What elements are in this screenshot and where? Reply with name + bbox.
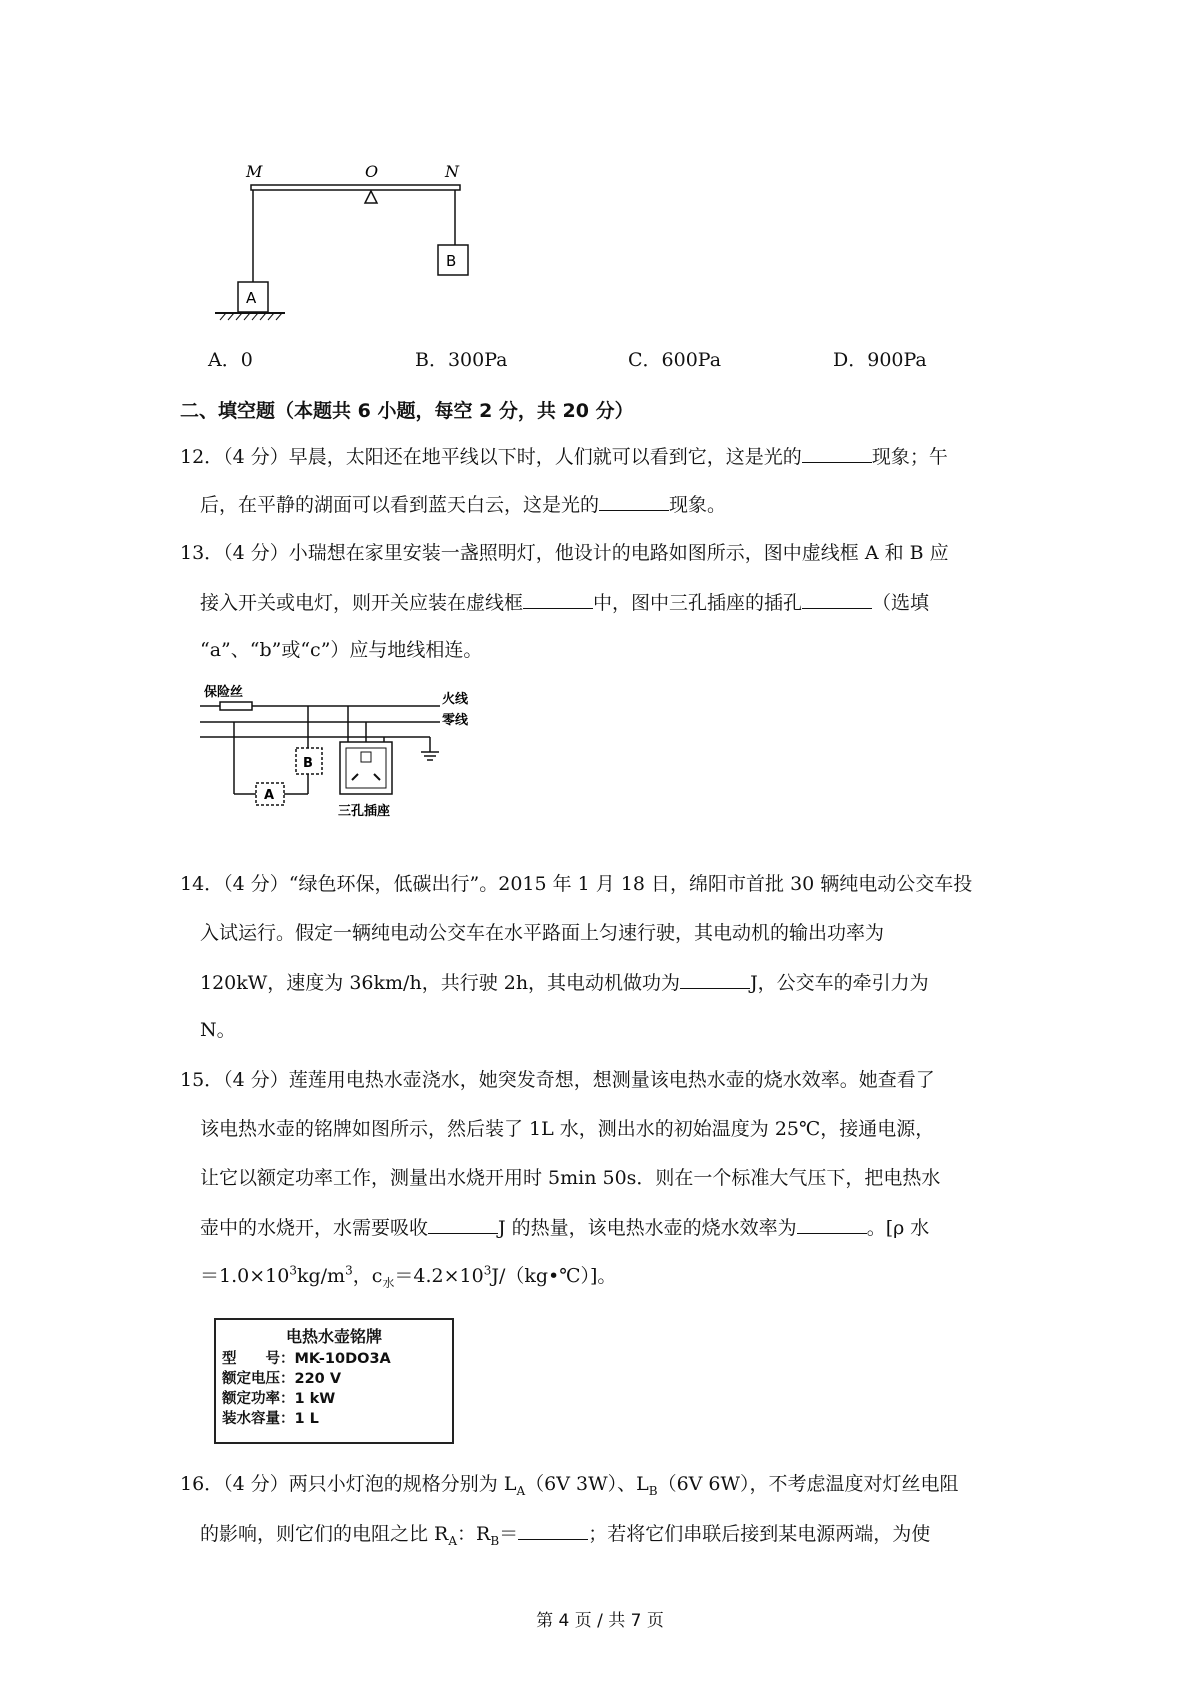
neutral-label: 零线	[442, 713, 469, 728]
q13-line2	[200, 590, 929, 615]
circuit-figure	[200, 682, 469, 842]
q15-text-d: ＝1.0×10	[200, 1265, 290, 1287]
label-o: O	[365, 162, 379, 181]
q13-text-c: （选填	[872, 592, 930, 614]
q15-text-b: J 的热量，该电热水壶的烧水效率为	[498, 1217, 797, 1239]
q12-text-a: 12．（4 分）早晨，太阳还在地平线以下时，人们就可以看到它，这是光的	[180, 446, 802, 468]
q12-line2	[200, 492, 726, 517]
label-n: N	[445, 162, 459, 181]
box-a-label: A	[264, 788, 275, 803]
q16-text-c: （6V 6W），不考虑温度对灯丝电阻	[657, 1473, 959, 1495]
q14-line2: 入试运行。假定一辆纯电动公交车在水平路面上匀速行驶，其电动机的输出功率为	[200, 922, 885, 944]
q14-line1: 14．（4 分）“绿色环保，低碳出行”。2015 年 1 月 18 日，绵阳市首批 30 辆纯电动公交车投	[180, 873, 973, 895]
q16-line1	[180, 1472, 959, 1496]
socket-label: 三孔插座	[338, 804, 391, 819]
block-b-label: B	[446, 252, 457, 270]
q15-text-f: ，c	[352, 1265, 383, 1287]
socket	[340, 742, 392, 794]
q13-text-a: 接入开关或电灯，则开关应装在虚线框	[200, 592, 524, 614]
block-a-label: A	[246, 289, 257, 307]
choice-b[interactable]: B．300Pa	[415, 349, 508, 371]
box-b-label: B	[303, 756, 313, 771]
q12-text-c: 后，在平静的湖面可以看到蓝天白云，这是光的	[200, 494, 600, 516]
subscript: B	[490, 1533, 500, 1548]
answer-blank[interactable]	[518, 1521, 588, 1540]
lever-figure	[210, 160, 470, 330]
q12-line1	[180, 444, 948, 469]
q16-text-g: ；若将它们串联后接到某电源两端，为使	[588, 1523, 931, 1545]
q13-line3: “a”、“b”或“c”）应与地线相连。	[200, 639, 483, 661]
q16-text-b: （6V 3W）、L	[525, 1473, 649, 1495]
answer-blank[interactable]	[428, 1215, 498, 1234]
subscript: A	[516, 1483, 526, 1498]
q16-text-d: 的影响，则它们的电阻之比 R	[200, 1523, 449, 1545]
nameplate-row-voltage: 额定电压：220 V	[222, 1371, 342, 1387]
q14-text-a: 120kW，速度为 36km/h，共行驶 2h，其电动机做功为	[200, 972, 681, 994]
page-footer: 第 4 页 / 共 7 页	[536, 1611, 664, 1631]
q15-line5	[200, 1264, 616, 1288]
q12-text-b: 现象；午	[871, 446, 948, 468]
q16-line2	[200, 1521, 930, 1546]
subscript: 水	[382, 1275, 395, 1290]
q15-line1: 15．（4 分）莲莲用电热水壶浇水，她突发奇想，想测量该电热水壶的烧水效率。她查看了	[180, 1069, 935, 1091]
q15-text-h: J/（kg•℃）]。	[491, 1265, 617, 1287]
lever-bar	[251, 185, 460, 190]
choice-c[interactable]: C．600Pa	[628, 349, 722, 371]
answer-blank[interactable]	[797, 1215, 867, 1234]
nameplate-row-model: 型 号：MK-10DO3A	[222, 1351, 391, 1367]
q13-text-b: 中，图中三孔插座的插孔	[593, 592, 803, 614]
nameplate-row-power: 额定功率：1 kW	[222, 1391, 336, 1407]
fulcrum	[365, 191, 377, 203]
superscript: 3	[289, 1263, 297, 1278]
q14-text-b: J，公交车的牵引力为	[750, 972, 929, 994]
fuse-label: 保险丝	[204, 685, 244, 700]
q12-text-d: 现象。	[669, 494, 727, 516]
q14-line3	[200, 970, 929, 995]
ground-hatch	[220, 313, 282, 320]
q15-line2: 该电热水壶的铭牌如图所示，然后装了 1L 水，测出水的初始温度为 25℃，接通电源，	[200, 1118, 935, 1140]
q16-text-a: 16．（4 分）两只小灯泡的规格分别为 L	[180, 1473, 517, 1495]
answer-blank[interactable]	[599, 492, 669, 511]
answer-blank[interactable]	[680, 970, 750, 989]
nameplate-title: 电热水壶铭牌	[285, 1327, 382, 1346]
q15-text-e: kg/m	[296, 1265, 346, 1287]
q15-line4	[200, 1215, 929, 1240]
choice-a[interactable]: A．0	[208, 349, 253, 371]
fuse	[220, 702, 252, 710]
superscript: 3	[345, 1263, 353, 1278]
q15-line3: 让它以额定功率工作，测量出水烧开用时 5min 50s．则在一个标准大气压下，把电热水	[200, 1167, 941, 1189]
nameplate-row-capacity: 装水容量：1 L	[222, 1411, 319, 1427]
q15-text-a: 壶中的水烧开，水需要吸收	[200, 1217, 429, 1239]
answer-blank[interactable]	[802, 590, 872, 609]
section-title: 二、填空题（本题共 6 小题，每空 2 分，共 20 分）	[180, 400, 634, 422]
subscript: A	[448, 1533, 458, 1548]
live-label: 火线	[442, 692, 469, 707]
label-m: M	[246, 162, 263, 181]
q15-text-c: 。[ρ 水	[866, 1217, 930, 1239]
subscript: B	[648, 1483, 658, 1498]
superscript: 3	[483, 1263, 492, 1278]
answer-blank[interactable]	[802, 444, 872, 463]
kettle-nameplate	[214, 1318, 454, 1444]
answer-blank[interactable]	[523, 590, 593, 609]
q13-line1: 13．（4 分）小瑞想在家里安装一盏照明灯，他设计的电路如图所示，图中虚线框 A 和 B 应	[180, 542, 949, 564]
earth-symbol	[421, 752, 439, 760]
q16-text-f: ＝	[499, 1523, 519, 1545]
q16-text-e: ：R	[457, 1523, 491, 1545]
q14-line4: N。	[200, 1019, 236, 1041]
q15-text-g: ＝4.2×10	[394, 1265, 484, 1287]
choice-d[interactable]: D．900Pa	[833, 349, 927, 371]
